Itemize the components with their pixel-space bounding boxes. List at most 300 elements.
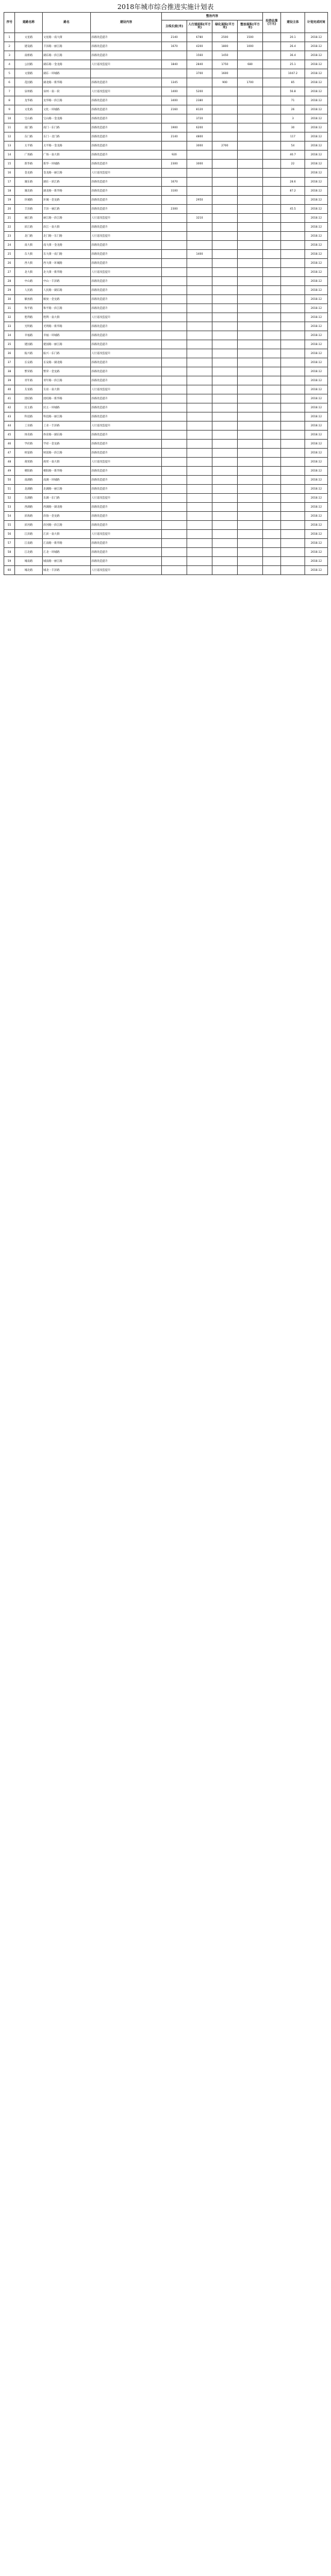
cell-scope: 滨路改造提升	[91, 467, 162, 476]
cell-no: 29	[4, 286, 15, 295]
cell-area	[238, 105, 263, 114]
cell-date: 2018.12	[305, 142, 328, 151]
cell-date: 2018.12	[305, 160, 328, 169]
cell-green	[212, 449, 238, 458]
cell-name: 东大街一南门路	[43, 250, 91, 259]
cell-length	[162, 485, 187, 494]
cell-no: 48	[4, 458, 15, 467]
cell-area	[238, 458, 263, 467]
cell-green	[212, 566, 238, 575]
cell-sidewalk	[187, 440, 212, 449]
cell-sidewalk	[187, 476, 212, 485]
cell-district: 友谊路	[15, 385, 43, 394]
cell-sidewalk	[187, 358, 212, 367]
cell-sidewalk	[187, 331, 212, 340]
cell-district: 胜利路	[15, 313, 43, 322]
cell-no: 32	[4, 313, 15, 322]
cell-invest	[263, 250, 281, 259]
table-row	[4, 33, 328, 42]
cell-no: 37	[4, 358, 15, 367]
cell-scope: 滨路改造提升	[91, 295, 162, 304]
cell-invest	[263, 394, 281, 403]
table-body	[4, 33, 328, 575]
cell-sidewalk: 1560	[187, 51, 212, 60]
cell-area	[238, 87, 263, 96]
cell-district: 中山路	[15, 277, 43, 286]
cell-district: 城北路	[15, 566, 43, 575]
table-row	[4, 60, 328, 69]
cell-no: 39	[4, 376, 15, 385]
cell-district: 振兴路	[15, 349, 43, 358]
cell-area	[238, 277, 263, 286]
header-name: 路名	[43, 13, 91, 33]
cell-area	[238, 467, 263, 476]
cell-length	[162, 223, 187, 232]
cell-length	[162, 349, 187, 358]
cell-date: 2018.12	[305, 503, 328, 512]
cell-district: 城南路	[15, 557, 43, 566]
cell-district: 科技路	[15, 412, 43, 422]
cell-no: 18	[4, 187, 15, 196]
cell-area	[238, 394, 263, 403]
cell-invest	[263, 286, 281, 295]
cell-unit	[281, 331, 305, 340]
table-row	[4, 277, 328, 286]
cell-invest	[263, 51, 281, 60]
cell-green	[212, 503, 238, 512]
cell-length: 920	[162, 151, 187, 160]
cell-date: 2018.12	[305, 42, 328, 51]
cell-scope: 滨路改造提升	[91, 376, 162, 385]
cell-no: 9	[4, 105, 15, 114]
cell-length	[162, 69, 187, 78]
table-row	[4, 304, 328, 313]
cell-invest	[263, 214, 281, 223]
cell-scope: 滨路改造提升	[91, 178, 162, 187]
cell-district: 西湖路	[15, 503, 43, 512]
cell-sidewalk: 2380	[187, 96, 212, 105]
cell-no: 38	[4, 367, 15, 376]
cell-sidewalk: 4200	[187, 42, 212, 51]
cell-green	[212, 358, 238, 367]
cell-scope: 人行道改造提升	[91, 232, 162, 241]
cell-green	[212, 412, 238, 422]
cell-name: 青年路一滨江路	[43, 376, 91, 385]
cell-sidewalk	[187, 313, 212, 322]
cell-green	[212, 422, 238, 431]
cell-name: 湖北路一新华路	[43, 78, 91, 87]
cell-district: 建设路	[15, 42, 43, 51]
cell-green: 2700	[212, 142, 238, 151]
cell-sidewalk	[187, 539, 212, 548]
cell-date: 2018.12	[305, 485, 328, 494]
cell-sidewalk: 8120	[187, 105, 212, 114]
cell-date: 2018.12	[305, 322, 328, 331]
cell-district: 团结路	[15, 394, 43, 403]
cell-no: 60	[4, 566, 15, 575]
table-row	[4, 151, 328, 160]
cell-invest	[263, 277, 281, 286]
cell-name: 泉州一南一段	[43, 87, 91, 96]
cell-name: 丰泽路一丽江路	[43, 42, 91, 51]
cell-name: 文星路一南大街	[43, 33, 91, 42]
cell-area	[238, 169, 263, 178]
cell-date: 2018.12	[305, 178, 328, 187]
cell-invest	[263, 331, 281, 340]
cell-sidewalk	[187, 223, 212, 232]
cell-name: 光明路一新华路	[43, 322, 91, 331]
table-row	[4, 476, 328, 485]
cell-date: 2018.12	[305, 566, 328, 575]
cell-date: 2018.12	[305, 96, 328, 105]
cell-invest	[263, 548, 281, 557]
cell-sidewalk	[187, 277, 212, 286]
cell-no: 50	[4, 476, 15, 485]
cell-district: 朝阳路	[15, 467, 43, 476]
cell-unit: 54	[281, 142, 305, 151]
cell-sidewalk	[187, 494, 212, 503]
cell-green	[212, 494, 238, 503]
cell-length: 2140	[162, 132, 187, 142]
cell-no: 36	[4, 349, 15, 358]
cell-no: 28	[4, 277, 15, 286]
cell-date: 2018.12	[305, 214, 328, 223]
table-row	[4, 440, 328, 449]
cell-unit: 87.2	[281, 187, 305, 196]
cell-area	[238, 96, 263, 105]
cell-scope: 滨路改造提升	[91, 449, 162, 458]
cell-scope: 滨路改造提升	[91, 123, 162, 132]
cell-invest	[263, 304, 281, 313]
cell-date: 2018.12	[305, 78, 328, 87]
cell-unit: 56.8	[281, 87, 305, 96]
cell-no: 14	[4, 151, 15, 160]
cell-unit	[281, 467, 305, 476]
cell-district: 东门路	[15, 132, 43, 142]
cell-unit	[281, 250, 305, 259]
cell-length: 1400	[162, 87, 187, 96]
table-row	[4, 169, 328, 178]
cell-green	[212, 223, 238, 232]
cell-no: 3	[4, 51, 15, 60]
cell-area	[238, 178, 263, 187]
cell-area	[238, 268, 263, 277]
cell-district: 青年路	[15, 376, 43, 385]
cell-green	[212, 394, 238, 403]
cell-area	[238, 114, 263, 123]
cell-date: 2018.12	[305, 51, 328, 60]
cell-invest	[263, 268, 281, 277]
cell-unit	[281, 385, 305, 394]
cell-date: 2018.12	[305, 458, 328, 467]
cell-unit	[281, 458, 305, 467]
cell-sidewalk	[187, 403, 212, 412]
cell-no: 27	[4, 268, 15, 277]
cell-date: 2018.12	[305, 385, 328, 394]
cell-green	[212, 385, 238, 394]
cell-date: 2018.12	[305, 349, 328, 358]
cell-invest	[263, 403, 281, 412]
table-row	[4, 96, 328, 105]
cell-scope: 滨路改造提升	[91, 132, 162, 142]
plan-table	[4, 12, 328, 575]
cell-no: 10	[4, 114, 15, 123]
cell-date: 2018.12	[305, 548, 328, 557]
document-title: 2018年城市综合推进实施计划表	[117, 3, 214, 11]
table-row	[4, 295, 328, 304]
cell-date: 2018.12	[305, 376, 328, 385]
table-row	[4, 358, 328, 367]
cell-length	[162, 431, 187, 440]
cell-date: 2018.12	[305, 340, 328, 349]
cell-unit	[281, 503, 305, 512]
cell-name: 新华一环城路	[43, 160, 91, 169]
cell-unit	[281, 476, 305, 485]
cell-length	[162, 458, 187, 467]
table-row	[4, 349, 328, 358]
cell-area	[238, 412, 263, 422]
cell-length: 1900	[162, 123, 187, 132]
cell-no: 47	[4, 449, 15, 458]
cell-green	[212, 376, 238, 385]
cell-sidewalk	[187, 512, 212, 521]
cell-district: 南湖路	[15, 476, 43, 485]
cell-no: 53	[4, 503, 15, 512]
cell-scope: 滨路改造提升	[91, 304, 162, 313]
cell-green	[212, 132, 238, 142]
cell-unit	[281, 376, 305, 385]
cell-district: 和平路	[15, 304, 43, 313]
cell-date: 2018.12	[305, 367, 328, 376]
cell-name: 湖北路一新华路	[43, 187, 91, 196]
cell-scope: 滨路改造提升	[91, 322, 162, 331]
cell-scope: 滨路改造提升	[91, 367, 162, 376]
cell-no: 2	[4, 42, 15, 51]
cell-area: 1000	[238, 42, 263, 51]
cell-length	[162, 521, 187, 530]
cell-scope: 人行道改造提升	[91, 313, 162, 322]
table-row	[4, 250, 328, 259]
cell-length	[162, 440, 187, 449]
cell-district: 解放路	[15, 295, 43, 304]
cell-length	[162, 340, 187, 349]
cell-sidewalk	[187, 205, 212, 214]
cell-length	[162, 503, 187, 512]
cell-invest	[263, 512, 281, 521]
cell-invest	[263, 521, 281, 530]
cell-no: 58	[4, 548, 15, 557]
cell-date: 2018.12	[305, 268, 328, 277]
cell-scope: 人行道改造提升	[91, 458, 162, 467]
cell-district: 湖北路	[15, 187, 43, 196]
cell-scope: 滨路改造提升	[91, 358, 162, 367]
cell-scope: 滨路改造提升	[91, 187, 162, 196]
cell-length	[162, 322, 187, 331]
cell-district: 江南路	[15, 539, 43, 548]
cell-green	[212, 349, 238, 358]
cell-green	[212, 485, 238, 494]
cell-unit: 22	[281, 160, 305, 169]
cell-area: 1700	[238, 78, 263, 87]
cell-sidewalk	[187, 566, 212, 575]
table-row	[4, 241, 328, 250]
table-row	[4, 114, 328, 123]
cell-date: 2018.12	[305, 295, 328, 304]
cell-sidewalk: 3210	[187, 214, 212, 223]
cell-sidewalk	[187, 548, 212, 557]
cell-scope: 人行道改造提升	[91, 422, 162, 431]
cell-name: 建国路一丽江路	[43, 340, 91, 349]
cell-name: 民主一环城路	[43, 403, 91, 412]
cell-length	[162, 214, 187, 223]
cell-invest	[263, 422, 281, 431]
cell-date: 2018.12	[305, 431, 328, 440]
cell-sidewalk	[187, 521, 212, 530]
cell-green	[212, 87, 238, 96]
cell-district: 光明路	[15, 322, 43, 331]
cell-name: 财富路一滨江路	[43, 449, 91, 458]
cell-invest	[263, 458, 281, 467]
cell-scope: 人行道改造提升	[91, 494, 162, 503]
cell-no: 21	[4, 214, 15, 223]
cell-area	[238, 476, 263, 485]
table-row	[4, 105, 328, 114]
cell-scope: 人行道改造提升	[91, 60, 162, 69]
cell-no: 46	[4, 440, 15, 449]
cell-green	[212, 295, 238, 304]
table-row	[4, 539, 328, 548]
cell-area	[238, 205, 263, 214]
cell-invest	[263, 205, 281, 214]
cell-area	[238, 566, 263, 575]
cell-name: 幸福一环城路	[43, 331, 91, 340]
cell-length: 1670	[162, 178, 187, 187]
cell-length	[162, 422, 187, 431]
cell-sidewalk	[187, 449, 212, 458]
cell-area	[238, 376, 263, 385]
cell-date: 2018.12	[305, 105, 328, 114]
cell-length	[162, 548, 187, 557]
cell-name: 朝阳路一新华路	[43, 467, 91, 476]
cell-sidewalk	[187, 187, 212, 196]
cell-no: 55	[4, 521, 15, 530]
cell-no: 42	[4, 403, 15, 412]
cell-length	[162, 232, 187, 241]
cell-unit	[281, 431, 305, 440]
cell-length	[162, 358, 187, 367]
cell-name: 人民路一湖东路	[43, 286, 91, 295]
cell-scope: 滨路改造提升	[91, 340, 162, 349]
table-row	[4, 78, 328, 87]
cell-name: 丽江路一滨江路	[43, 214, 91, 223]
cell-area	[238, 160, 263, 169]
cell-area	[238, 349, 263, 358]
table-row	[4, 123, 328, 132]
cell-name: 龙华路一滨江路	[43, 96, 91, 105]
table-row	[4, 187, 328, 196]
cell-sidewalk: 3000	[187, 160, 212, 169]
header-group: 整治内容	[162, 13, 263, 20]
cell-invest	[263, 412, 281, 422]
cell-invest	[263, 60, 281, 69]
table-row	[4, 503, 328, 512]
cell-scope: 滨路改造提升	[91, 241, 162, 250]
cell-no: 13	[4, 142, 15, 151]
cell-invest	[263, 241, 281, 250]
cell-invest	[263, 313, 281, 322]
cell-length	[162, 494, 187, 503]
cell-sidewalk	[187, 295, 212, 304]
cell-unit	[281, 539, 305, 548]
cell-name: 西大街一环城路	[43, 259, 91, 268]
cell-invest	[263, 142, 281, 151]
cell-sidewalk	[187, 422, 212, 431]
cell-unit	[281, 530, 305, 539]
table-row	[4, 232, 328, 241]
cell-invest	[263, 105, 281, 114]
cell-green	[212, 521, 238, 530]
cell-green	[212, 214, 238, 223]
cell-invest	[263, 440, 281, 449]
cell-invest	[263, 485, 281, 494]
cell-invest	[263, 503, 281, 512]
cell-unit	[281, 241, 305, 250]
cell-unit	[281, 440, 305, 449]
cell-no: 41	[4, 394, 15, 403]
cell-date: 2018.12	[305, 512, 328, 521]
cell-invest	[263, 431, 281, 440]
cell-scope: 滨路改造提升	[91, 196, 162, 205]
cell-sidewalk	[187, 340, 212, 349]
table-row	[4, 178, 328, 187]
cell-district: 江北路	[15, 548, 43, 557]
cell-name: 环城一金龙路	[43, 196, 91, 205]
cell-sidewalk: 3000	[187, 142, 212, 151]
cell-date: 2018.12	[305, 69, 328, 78]
cell-district: 东大街	[15, 250, 43, 259]
cell-unit	[281, 512, 305, 521]
cell-sidewalk	[187, 268, 212, 277]
cell-area	[238, 539, 263, 548]
cell-length	[162, 277, 187, 286]
cell-invest	[263, 476, 281, 485]
cell-length	[162, 412, 187, 422]
cell-green	[212, 548, 238, 557]
cell-date: 2018.12	[305, 169, 328, 178]
cell-name: 北大街一新华路	[43, 268, 91, 277]
cell-unit: 36.4	[281, 51, 305, 60]
cell-green	[212, 331, 238, 340]
cell-area	[238, 403, 263, 412]
cell-green	[212, 160, 238, 169]
cell-length	[162, 394, 187, 403]
header-sub-sidewalk: 人行道面积(平方米)	[187, 20, 212, 33]
cell-green	[212, 467, 238, 476]
cell-name: 解放一金龙路	[43, 295, 91, 304]
cell-area	[238, 132, 263, 142]
cell-length	[162, 557, 187, 566]
cell-scope: 人行道改造提升	[91, 349, 162, 358]
cell-date: 2018.12	[305, 331, 328, 340]
cell-name: 繁荣一金龙路	[43, 367, 91, 376]
cell-area	[238, 151, 263, 160]
header-sub-green: 绿化面积(平方米)	[212, 20, 238, 33]
cell-date: 2018.12	[305, 277, 328, 286]
table-row	[4, 385, 328, 394]
cell-unit	[281, 494, 305, 503]
cell-sidewalk: 6780	[187, 33, 212, 42]
cell-unit: 26.4	[281, 42, 305, 51]
